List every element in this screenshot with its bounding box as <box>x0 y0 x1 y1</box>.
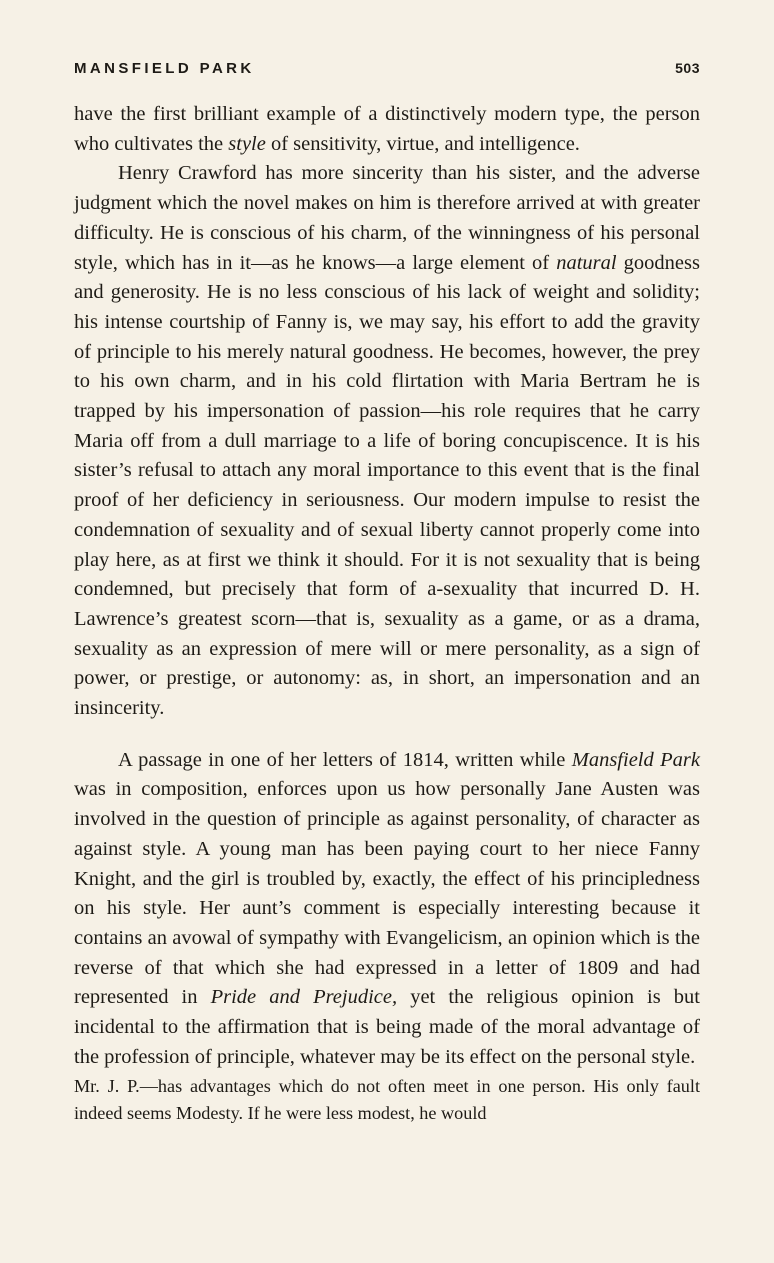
paragraph-letters-1814 <box>74 746 700 1073</box>
body-text <box>74 100 700 1127</box>
text-run: yet the religious opinion is but incidental to the affirmation that is being made of the moral advantage of the profession of principle, whatever may be its effect on the personal style. <box>74 986 700 1068</box>
text-run: of sensitivity, virtue, and intelligence. <box>265 132 580 155</box>
page-number: 503 <box>675 60 700 76</box>
text-run: have the first brilliant example of a distinctively modern type, the person who cultivates the <box>74 103 700 155</box>
text-run: goodness and generosity. He is no less conscious of his lack of weight and solidity; his intense courtship of Fanny is, we may say, his effort to add the gravity of principle to his merely natural goodness. He becomes, however, the prey to his own charm, and in his cold flirtation with Maria Bertram he is trapped by his impersonation of passion—his role requires that he carry Maria off from a dull marriage to a life of boring concupiscence. It is his sister’s refusal to attach any moral importance to this event that is the final proof of her deficiency in seriousness. Our modern impulse to resist the condemnation of sexuality and of sexual liberty cannot properly come into play here, as at first we think it should. For it is not sexuality that is being condemned, but precisely that form of a-sexuality that incurred D. H. Lawrence’s greatest scorn—that is, sexuality as a game, or as a drama, sexuality as an expression of mere will or mere personality, as a sign of power, or prestige, or autonomy: as, in short, an impersonation and an insincerity. <box>74 251 700 720</box>
block-quote: Mr. J. P.—has advantages which do not often meet in one person. His only fault indeed seems Modesty. If he were less modest, he would <box>74 1075 700 1123</box>
paragraph-continuation <box>74 100 700 159</box>
text-run: A passage in one of her letters of 1814, written while <box>118 748 572 771</box>
page-header <box>74 60 700 77</box>
italic-run: natural <box>556 251 617 274</box>
paragraph-henry-crawford <box>74 159 700 723</box>
italic-run: style <box>228 132 266 155</box>
italic-run: Pride and Prejudice, <box>210 986 398 1009</box>
text-run: was in composition, enforces upon us how personally Jane Austen was involved in the question of principle as against personality, of character as against style. A young man has been paying court to her niece Fanny Knight, and the girl is troubled by, exactly, the effect of his principledness on his style. Her aunt’s comment is especially interesting because it contains an avowal of sympathy with Evangelicism, an opinion which is the reverse of that which she had expressed in a letter of 1809 and had represented in <box>74 778 700 1009</box>
italic-run: Mansfield Park <box>571 748 701 771</box>
running-title: MANSFIELD PARK <box>74 60 255 77</box>
text-run: Henry Crawford has more sincerity than his sister, and the adverse judgment which the novel makes on him is therefore arrived at with greater difficulty. He is conscious of his charm, of the winningness of his personal style, which has in it—as he knows—a large element of <box>74 162 700 274</box>
